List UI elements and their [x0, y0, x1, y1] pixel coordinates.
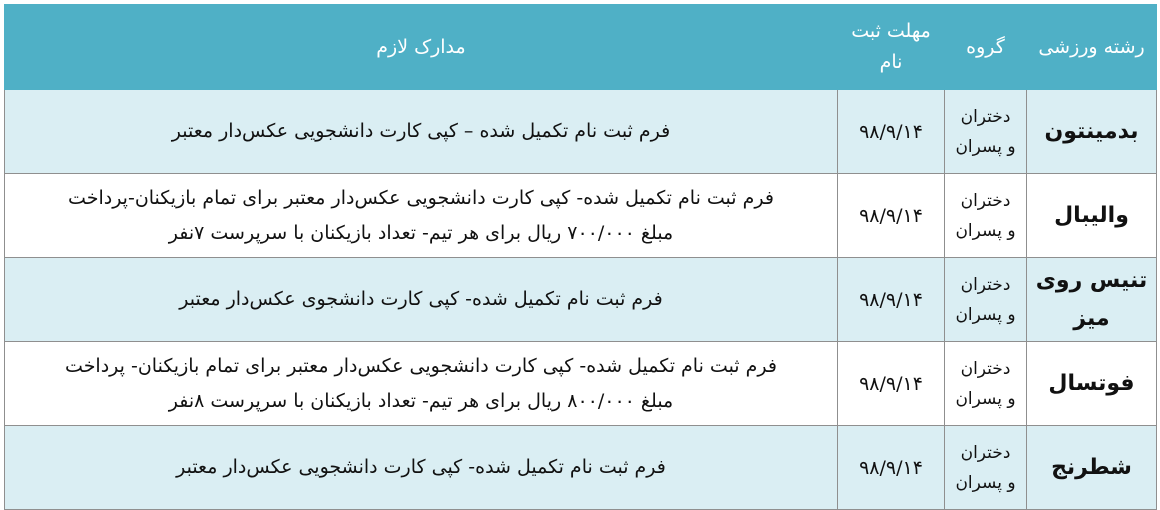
group-line2: و پسران	[955, 220, 1016, 241]
registration-table-container	[4, 4, 1157, 510]
documents-line1: فرم ثبت نام تکمیل شده- کپی کارت دانشجوی عکس‌دار معتبر	[179, 288, 663, 310]
group-line1: دختران	[960, 274, 1011, 295]
table-body	[5, 90, 1157, 510]
group-line1: دختران	[960, 106, 1011, 127]
table-row	[5, 258, 1157, 342]
documents-cell	[5, 342, 838, 426]
group-line2: و پسران	[955, 388, 1016, 409]
documents-cell	[5, 426, 838, 510]
table-header	[5, 5, 1157, 90]
group-cell	[945, 426, 1027, 510]
group-cell	[945, 258, 1027, 342]
group-line2: و پسران	[955, 136, 1016, 157]
deadline-cell: ۹۸/۹/۱۴	[838, 174, 945, 258]
deadline-cell: ۹۸/۹/۱۴	[838, 258, 945, 342]
documents-cell	[5, 90, 838, 174]
deadline-cell: ۹۸/۹/۱۴	[838, 90, 945, 174]
sport-cell: فوتسال	[1027, 342, 1157, 426]
documents-line1: فرم ثبت نام تکمیل شده- کپی کارت دانشجویی عکس‌دار معتبر	[176, 456, 666, 478]
deadline-cell: ۹۸/۹/۱۴	[838, 342, 945, 426]
group-line1: دختران	[960, 358, 1011, 379]
documents-line1: فرم ثبت نام تکمیل شده – کپی کارت دانشجویی عکس‌دار معتبر	[171, 120, 671, 142]
table-row	[5, 174, 1157, 258]
sport-cell: تنیس روی میز	[1027, 258, 1157, 342]
header-row	[5, 5, 1157, 90]
sport-cell: بدمینتون	[1027, 90, 1157, 174]
header-group: گروه	[945, 5, 1027, 90]
header-deadline-line2: نام	[879, 51, 903, 73]
header-documents: مدارک لازم	[5, 5, 838, 90]
sport-cell: والیبال	[1027, 174, 1157, 258]
group-line1: دختران	[960, 190, 1011, 211]
sport-cell: شطرنج	[1027, 426, 1157, 510]
group-cell	[945, 342, 1027, 426]
table-row	[5, 90, 1157, 174]
documents-line1: فرم ثبت نام تکمیل شده- کپی کارت دانشجویی عکس‌دار معتبر برای تمام بازیکنان-پرداخت	[68, 186, 774, 209]
documents-line1: فرم ثبت نام تکمیل شده- کپی کارت دانشجویی عکس‌دار معتبر برای تمام بازیکنان- پرداخت	[65, 354, 777, 377]
group-cell	[945, 90, 1027, 174]
documents-line2: مبلغ ۸۰۰/۰۰۰ ریال برای هر تیم- تعداد بازیکنان با سرپرست ۸نفر	[168, 389, 674, 412]
group-line1: دختران	[960, 442, 1011, 463]
documents-cell	[5, 174, 838, 258]
header-deadline-line1: مهلت ثبت	[851, 20, 931, 42]
table-row	[5, 426, 1157, 510]
group-line2: و پسران	[955, 304, 1016, 325]
documents-line2: مبلغ ۷۰۰/۰۰۰ ریال برای هر تیم- تعداد بازیکنان با سرپرست ۷نفر	[168, 221, 674, 244]
header-sport: رشته ورزشی	[1027, 5, 1157, 90]
header-deadline	[838, 5, 945, 90]
documents-cell	[5, 258, 838, 342]
table-row	[5, 342, 1157, 426]
deadline-cell: ۹۸/۹/۱۴	[838, 426, 945, 510]
group-line2: و پسران	[955, 472, 1016, 493]
group-cell	[945, 174, 1027, 258]
registration-table	[4, 4, 1157, 510]
